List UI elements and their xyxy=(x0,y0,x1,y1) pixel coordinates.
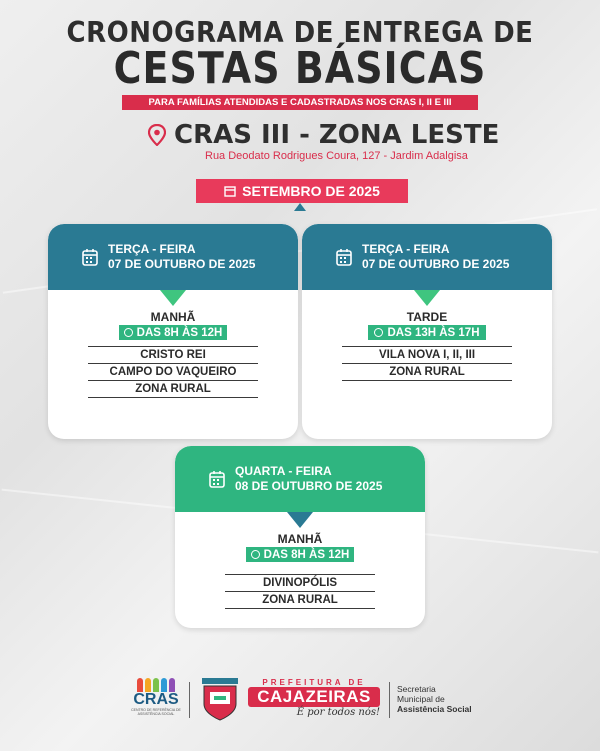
card-date: 07 DE OUTUBRO DE 2025 xyxy=(108,257,256,271)
calendar-icon xyxy=(82,248,98,266)
card-header xyxy=(48,224,298,290)
list-item: DIVINOPÓLIS xyxy=(225,574,375,591)
divider xyxy=(189,682,190,718)
map-pin-icon xyxy=(148,124,166,146)
cras-logo-text: CRAS xyxy=(133,691,179,708)
clock-icon xyxy=(124,328,133,337)
secretaria-line-3: Assistência Social xyxy=(397,704,472,714)
calendar-icon xyxy=(224,185,236,197)
card-day: TERÇA - FEIRA xyxy=(108,242,196,256)
schedule-card-1 xyxy=(48,224,298,439)
shift-label: MANHÃ xyxy=(150,310,196,324)
secretaria-line-2: Municipal de xyxy=(397,694,445,704)
calendar-icon xyxy=(209,470,225,488)
prefeitura-logo xyxy=(248,678,380,720)
month-label: SETEMBRO DE 2025 xyxy=(242,183,380,199)
time-band xyxy=(246,547,354,562)
cras-logo-subtext: CENTRO DE REFERÊNCIA DE ASSISTÊNCIA SOCIAL xyxy=(131,708,181,716)
list-item: CRISTO REI xyxy=(88,346,258,363)
arrow-down-icon xyxy=(414,290,440,306)
shift-label: TARDE xyxy=(406,310,448,324)
clock-icon xyxy=(251,550,260,559)
card-day: TERÇA - FEIRA xyxy=(362,242,450,256)
time-band xyxy=(119,325,227,340)
list-item: ZONA RURAL xyxy=(342,363,512,381)
card-header xyxy=(175,446,425,512)
prefeitura-name: CAJAZEIRAS xyxy=(248,687,380,707)
title-line-1: CRONOGRAMA DE ENTREGA DE xyxy=(66,16,534,50)
list-item: VILA NOVA I, II, III xyxy=(342,346,512,363)
secretaria-line-1: Secretaria xyxy=(397,684,436,694)
arrow-down-icon xyxy=(287,512,313,528)
location-title xyxy=(148,120,499,150)
location-title-text: CRAS III - ZONA LESTE xyxy=(174,120,500,150)
prefeitura-top: PREFEITURA DE xyxy=(262,678,366,687)
people-icon xyxy=(131,678,181,692)
card-date: 08 DE OUTUBRO DE 2025 xyxy=(235,479,383,493)
schedule-card-3 xyxy=(175,446,425,628)
time-label: DAS 8H ÀS 12H xyxy=(136,326,223,339)
prefeitura-slogan: É por todos nós! xyxy=(296,707,380,718)
cras-logo xyxy=(131,676,181,724)
time-label: DAS 8H ÀS 12H xyxy=(263,548,350,561)
card-date: 07 DE OUTUBRO DE 2025 xyxy=(362,257,510,271)
footer-logos xyxy=(0,676,600,726)
clock-icon xyxy=(374,328,383,337)
time-band xyxy=(368,325,486,340)
title-line-2: CESTAS BÁSICAS xyxy=(113,42,487,94)
time-label: DAS 13H ÀS 17H xyxy=(387,326,480,339)
city-crest-icon xyxy=(198,676,242,722)
month-pointer xyxy=(294,203,306,211)
secretaria-label xyxy=(397,684,472,714)
month-band xyxy=(196,179,408,203)
calendar-icon xyxy=(336,248,352,266)
card-day: QUARTA - FEIRA xyxy=(235,464,332,478)
card-header xyxy=(302,224,552,290)
list-item: ZONA RURAL xyxy=(225,591,375,609)
subtitle-band: PARA FAMÍLIAS ATENDIDAS E CADASTRADAS NOS CRAS I, II E III xyxy=(122,95,478,110)
shift-label: MANHÃ xyxy=(277,532,323,546)
arrow-down-icon xyxy=(160,290,186,306)
address: Rua Deodato Rodrigues Coura, 127 - Jardim Adalgisa xyxy=(205,150,468,162)
divider xyxy=(389,682,390,718)
schedule-card-2 xyxy=(302,224,552,439)
list-item: ZONA RURAL xyxy=(88,380,258,398)
list-item: CAMPO DO VAQUEIRO xyxy=(88,363,258,380)
